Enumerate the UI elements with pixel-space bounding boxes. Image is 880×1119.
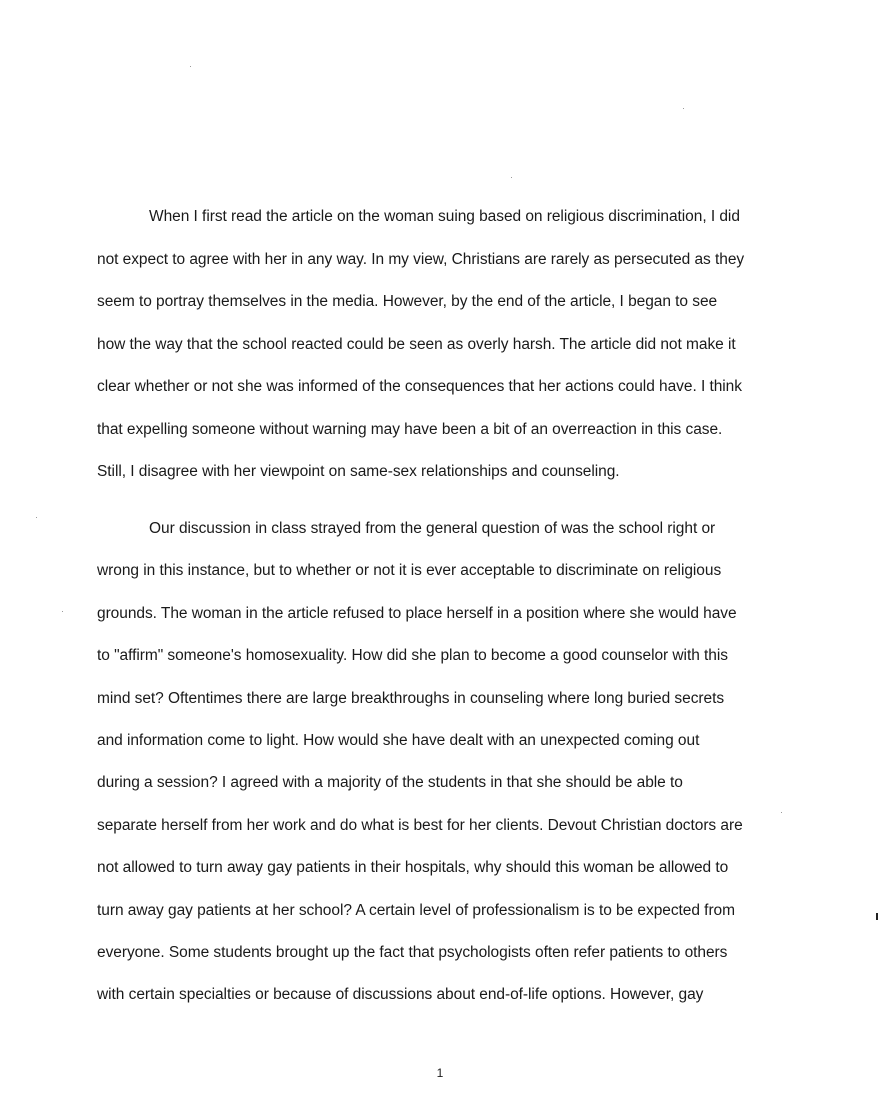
scan-speck [62,611,63,612]
text-line: separate herself from her work and do what is best for her clients. Devout Christian doctors are [97,817,743,834]
text-line: clear whether or not she was informed of the consequences that her actions could have. I think [97,378,742,395]
page-number: 1 [436,1066,444,1080]
text-line: When I first read the article on the woman suing based on religious discrimination, I did [149,208,740,225]
text-line: turn away gay patients at her school? A certain level of professionalism is to be expected from [97,902,735,919]
text-line: Still, I disagree with her viewpoint on same-sex relationships and counseling. [97,463,620,480]
text-line: during a session? I agreed with a majority of the students in that she should be able to [97,774,683,791]
text-line: how the way that the school reacted could be seen as overly harsh. The article did not make it [97,336,736,353]
scan-speck [511,177,512,178]
text-line: and information come to light. How would she have dealt with an unexpected coming out [97,732,700,749]
scan-speck [683,108,684,109]
text-line: not expect to agree with her in any way. In my view, Christians are rarely as persecuted as they [97,251,745,268]
scan-speck [190,66,191,67]
text-line: not allowed to turn away gay patients in their hospitals, why should this woman be allowed to [97,859,729,876]
text-line: grounds. The woman in the article refused to place herself in a position where she would have [97,605,737,622]
scan-speck [781,812,782,813]
text-line: everyone. Some students brought up the fact that psychologists often refer patients to others [97,944,728,961]
text-line: that expelling someone without warning may have been a bit of an overreaction in this case. [97,421,723,438]
text-line: Our discussion in class strayed from the general question of was the school right or [149,520,716,537]
text-line: with certain specialties or because of discussions about end-of-life options. However, gay [97,986,704,1003]
text-line: seem to portray themselves in the media. However, by the end of the article, I began to see [97,293,718,310]
scan-speck [36,517,37,518]
scan-edge-mark [876,913,878,920]
text-line: wrong in this instance, but to whether or not it is ever acceptable to discriminate on religious [97,562,722,579]
text-line: mind set? Oftentimes there are large breakthroughs in counseling where long buried secrets [97,690,725,707]
text-line: to "affirm" someone's homosexuality. How did she plan to become a good counselor with this [97,647,728,664]
